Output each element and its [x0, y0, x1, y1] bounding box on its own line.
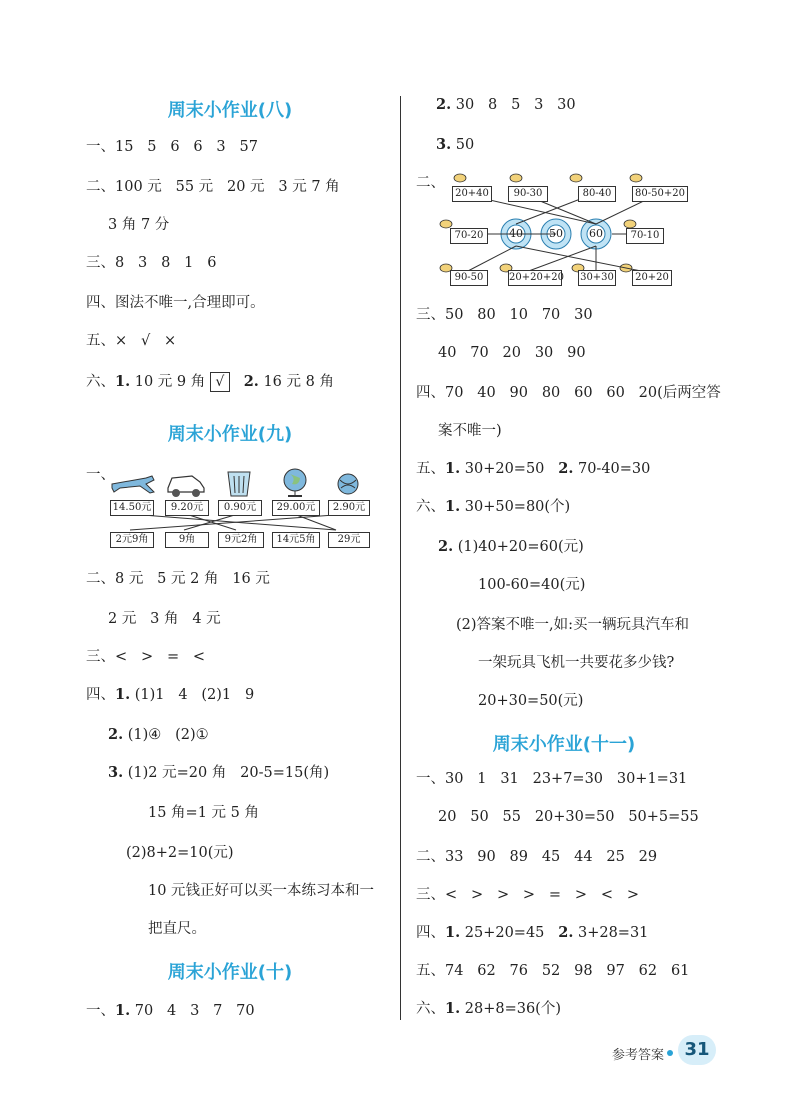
footer-dot-icon: [667, 1050, 673, 1056]
s10-q3b: 40 70 20 30 90: [438, 345, 586, 361]
s10-q5-1-num: 1.: [445, 460, 461, 477]
s9-q4-1-num: 1.: [115, 686, 131, 703]
footer-label: 参考答案: [612, 1048, 665, 1063]
s10-q6-2c: (2)答案不唯一,如:买一辆玩具汽车和: [456, 617, 690, 633]
s10-q1-text: 70 4 3 7 70: [130, 1003, 255, 1019]
s10-q1-3-num: 3.: [436, 136, 452, 153]
s10-q1-2-text: 30 8 5 3 30: [451, 97, 576, 113]
expression-box: 70-20: [450, 228, 488, 244]
s8-q2b: 3 角 7 分: [108, 217, 170, 233]
bee-icon: [510, 174, 522, 182]
s9-q4-2-text: (1)④ (2)①: [123, 727, 209, 743]
s9-q1-label: 一、: [86, 467, 115, 483]
s10-q6-2-num: 2.: [438, 538, 454, 555]
flower-value: 50: [549, 227, 563, 240]
bottom-price-box: 9角: [165, 532, 209, 548]
top-price-box: 14.50元: [110, 500, 154, 516]
bottom-price-box: 2元9角: [110, 532, 154, 548]
s9-q4-2: [108, 726, 209, 744]
s9-q4-3-text: (1)2 元=20 角 20-5=15(角): [123, 765, 330, 781]
s9-q4-2-num: 2.: [108, 726, 124, 743]
s8-q6-text2: 16 元 8 角: [258, 374, 334, 390]
expression-box: 20+20: [632, 270, 672, 286]
bee-icon: [570, 174, 582, 182]
s9-q2b: 2 元 3 角 4 元: [108, 611, 221, 627]
expression-box: 90-50: [450, 270, 488, 286]
s9-q3: 三、< > = <: [86, 649, 206, 665]
s8-q6: [86, 372, 334, 392]
s8-q5: 五、× √ ×: [86, 333, 177, 349]
s9-q4-prefix: 四、: [86, 687, 115, 703]
expression-box: 90-30: [508, 186, 548, 202]
s9-q2a: 二、8 元 5 元 2 角 16 元: [86, 571, 270, 587]
s10-q4b: 案不唯一): [438, 423, 502, 439]
flower-value: 40: [509, 227, 523, 240]
s10-q1-3: [436, 136, 474, 154]
s9-q4-3: [108, 764, 329, 782]
trash-can-icon: [228, 472, 250, 496]
s10-q6-2: [438, 538, 584, 556]
s10-q6-2d: 一架玩具飞机一共要花多少钱?: [478, 655, 675, 671]
s8-q2a: 二、100 元 55 元 20 元 3 元 7 角: [86, 179, 340, 195]
s11-q4-1-text: 25+20=45: [460, 925, 559, 941]
airplane-icon: [112, 476, 154, 493]
expression-box: 80-50+20: [632, 186, 688, 202]
s11-q1a: 一、30 1 31 23+7=30 30+1=31: [416, 771, 688, 787]
s8-q1: 一、15 5 6 6 3 57: [86, 139, 258, 155]
top-price-box: 29.00元: [272, 500, 320, 516]
s8-q4: 四、图法不唯一,合理即可。: [86, 295, 265, 311]
car-icon: [168, 476, 204, 497]
section-11-title: 周末小作业(十一): [492, 734, 636, 755]
s9-q4-3d: 10 元钱正好可以买一本练习本和一: [148, 883, 375, 899]
s8-q6-num2: 2.: [243, 373, 259, 390]
s10-q1-2-num: 2.: [436, 96, 452, 113]
top-price-box: 9.20元: [165, 500, 209, 516]
bee-icon: [454, 174, 466, 182]
s11-q4-1-num: 1.: [445, 924, 461, 941]
flower-value: 60: [589, 227, 603, 240]
s10-q6-prefix: 六、: [416, 499, 445, 515]
bee-icon: [440, 220, 452, 228]
s10-q4a: 四、70 40 90 80 60 60 20(后两空答: [416, 385, 721, 401]
s11-q4-2-text: 3+28=31: [573, 925, 649, 941]
expression-box: 30+30: [578, 270, 616, 286]
bottom-price-box: 29元: [328, 532, 370, 548]
s11-q6-prefix: 六、: [416, 1001, 445, 1017]
s10-q6-2b: 100-60=40(元): [478, 577, 586, 593]
s10-q3a: 三、50 80 10 70 30: [416, 307, 593, 323]
expression-box: 70-10: [626, 228, 664, 244]
s11-q6-1-text: 28+8=36(个): [460, 1001, 561, 1017]
top-price-box: 2.90元: [328, 500, 370, 516]
ball-icon: [338, 474, 358, 494]
s11-q3: 三、< > > > = > < >: [416, 887, 639, 903]
bee-icon: [624, 220, 636, 228]
s9-q4-1: [86, 686, 254, 704]
s10-q1: [86, 1002, 255, 1020]
s9-q4-3c: (2)8+2=10(元): [126, 845, 234, 861]
s8-q3: 三、8 3 8 1 6: [86, 255, 217, 271]
section-8-title: 周末小作业(八): [167, 100, 293, 121]
s10-q1-num: 1.: [115, 1002, 131, 1019]
s9-q4-1-text: (1)1 4 (2)1 9: [130, 687, 255, 703]
column-divider: [400, 96, 401, 1020]
s10-q1-prefix: 一、: [86, 1003, 115, 1019]
s8-q6-num1: 1.: [115, 373, 131, 390]
s11-q6-1-num: 1.: [445, 1000, 461, 1017]
s9-q4-3e: 把直尺。: [148, 921, 206, 937]
s11-q4: [416, 924, 648, 942]
s10-q5-2-num: 2.: [558, 460, 574, 477]
bottom-price-box: 14元5角: [272, 532, 320, 548]
s8-q6-text1: 10 元 9 角: [130, 374, 210, 390]
s10-q6-1-text: 30+50=80(个): [460, 499, 571, 515]
s11-q6: [416, 1000, 561, 1018]
s10-q5: [416, 460, 650, 478]
s10-q5-prefix: 五、: [416, 461, 445, 477]
s10-q6-2-text: (1)40+20=60(元): [453, 539, 584, 555]
s9-q4-3b: 15 角=1 元 5 角: [148, 805, 259, 821]
s10-q1-3-text: 50: [451, 137, 475, 153]
s11-q4-2-num: 2.: [558, 924, 574, 941]
page-number: 31: [678, 1035, 716, 1065]
s10-q5-1-text: 30+20=50: [460, 461, 559, 477]
expression-box: 20+40: [452, 186, 492, 202]
s10-q6-1-num: 1.: [445, 498, 461, 515]
expression-box: 80-40: [578, 186, 616, 202]
s10-q2-label: 二、: [416, 175, 445, 191]
globe-icon: [284, 469, 306, 496]
expression-box: 20+20+20: [508, 270, 562, 286]
s10-q5-2-text: 70-40=30: [573, 461, 651, 477]
section-10-title: 周末小作业(十): [167, 962, 293, 983]
top-price-box: 0.90元: [218, 500, 262, 516]
s10-q6-1: [416, 498, 570, 516]
bee-icon: [630, 174, 642, 182]
s11-q4-prefix: 四、: [416, 925, 445, 941]
s9-q4-3-num: 3.: [108, 764, 124, 781]
s10-q1-2: [436, 96, 576, 114]
section-9-title: 周末小作业(九): [167, 424, 293, 445]
s11-q5: 五、74 62 76 52 98 97 62 61: [416, 963, 690, 979]
bottom-price-box: 9元2角: [218, 532, 264, 548]
s11-q2: 二、33 90 89 45 44 25 29: [416, 849, 658, 865]
s11-q1b: 20 50 55 20+30=50 50+5=55: [438, 809, 699, 825]
check-mark-box: √: [210, 372, 230, 392]
s8-q6-prefix: 六、: [86, 374, 115, 390]
s10-q6-2e: 20+30=50(元): [478, 693, 584, 709]
